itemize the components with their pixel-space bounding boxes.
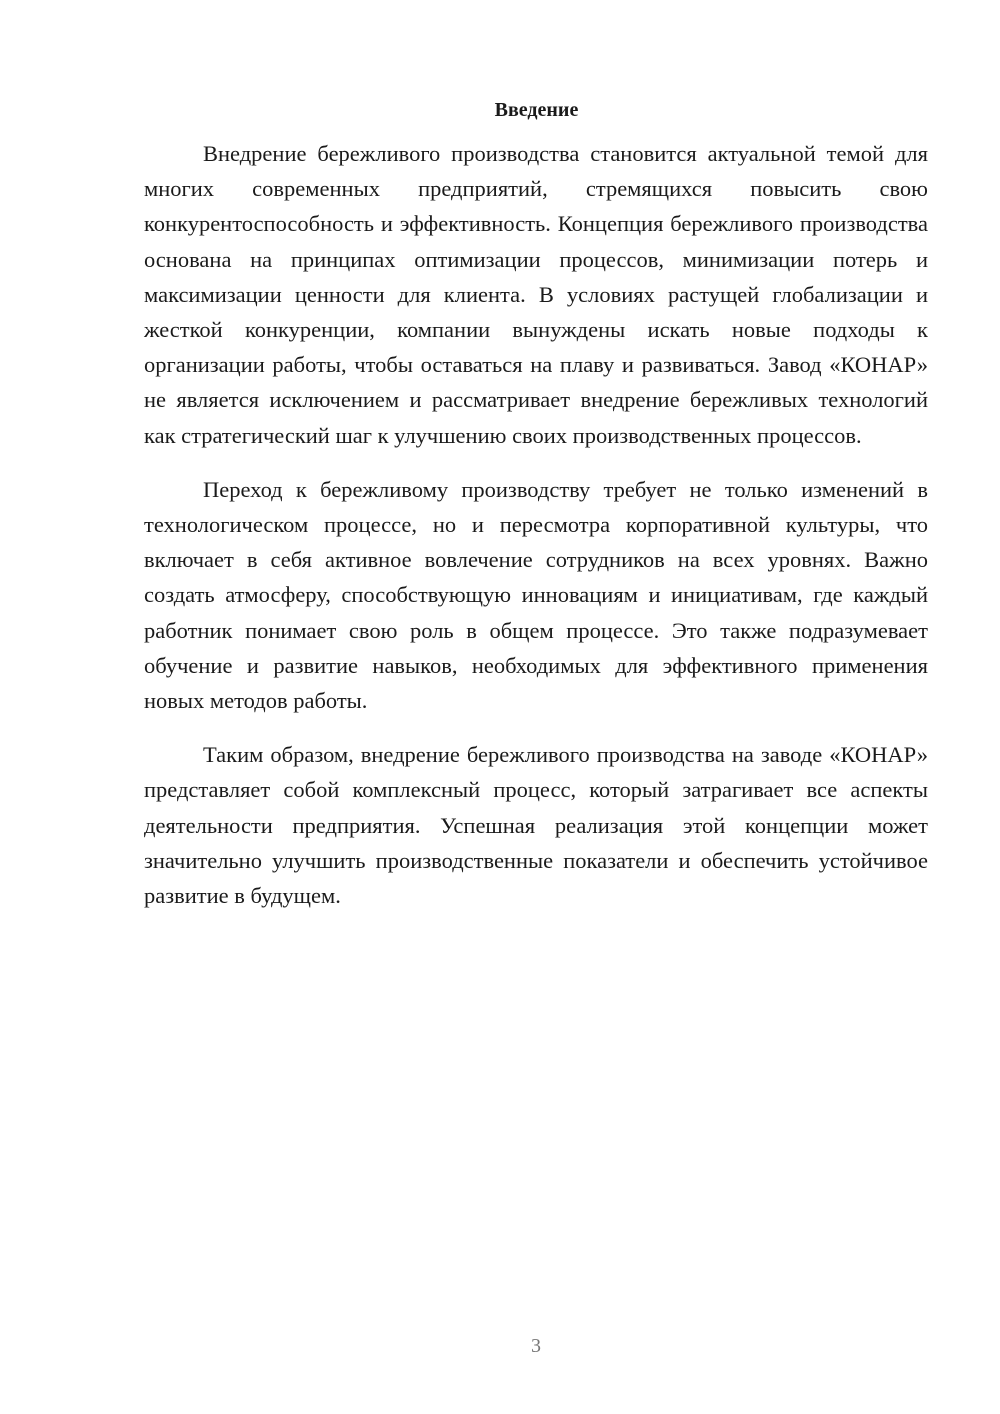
paragraph-conclusion: Таким образом, внедрение бережливого производства на заводе «КОНАР» представляет собой комплексный процесс, который затрагивает все аспекты деятельности предприятия. Успешная реализация этой концепции может значительно улучшить производственные показатели и обеспечить устойчивое развитие в будущем. xyxy=(144,742,928,909)
page-content xyxy=(144,98,928,932)
page-number: 3 xyxy=(531,1335,541,1357)
section-title: Введение xyxy=(494,99,579,121)
paragraph-transition: Переход к бережливому производству требует не только изменений в технологическом процессе, но и пересмотра корпоративной культуры, что включает в себя активное вовлечение сотрудников на всех уровнях. Важно создать атмосферу, способствующую инновациям и инициативам, где каждый работник понимает свою роль в общем процессе. Это также подразумевает обучение и развитие навыков, необходимых для эффективного применения новых методов работы. xyxy=(144,476,928,714)
paragraph-intro: Внедрение бережливого производства становится актуальной темой для многих современных предприятий, стремящихся повысить свою конкурентоспособность и эффективность. Концепция бережливого производства основана на принципах оптимизации процессов, минимизации потерь и максимизации ценности для клиента. В условиях растущей глобализации и жесткой конкуренции, компании вынуждены искать новые подходы к организации работы, чтобы оставаться на плаву и развиваться. Завод «КОНАР» не является исключением и рассматривает внедрение бережливых технологий как стратегический шаг к улучшению своих производственных процессов. xyxy=(144,141,928,448)
